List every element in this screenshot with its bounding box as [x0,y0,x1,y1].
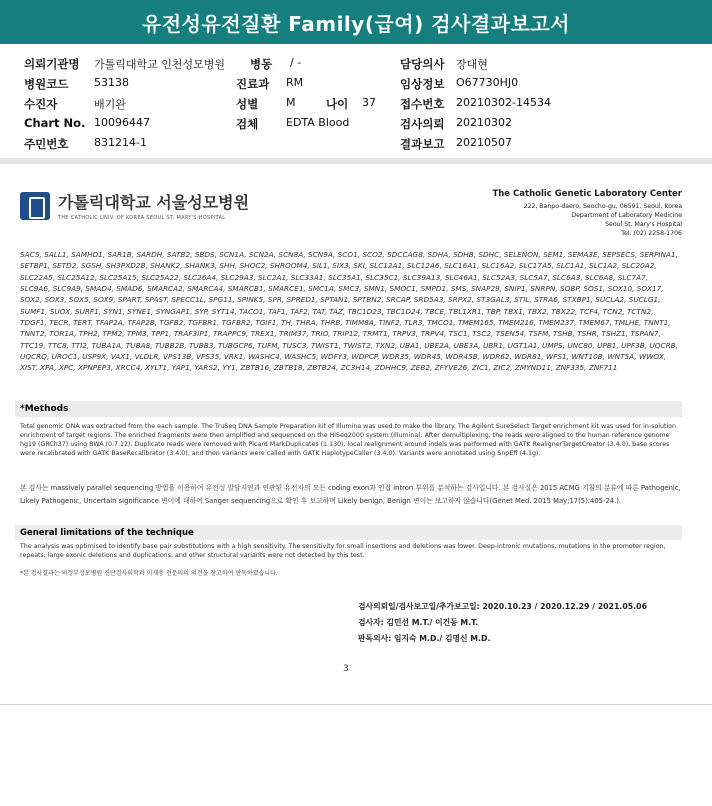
methods-text: Total genomic DNA was extracted from the each sample. The TruSeq DNA Sample Preparation kit of Illumina was used to make the library. The Agilent SureSelect Target enrichment kit was used for in-solution enrichment of target regions. The enriched fragments were then amplified and sequenced on the HiSeq2000 system (Illumina). After demultiplexing, the reads were aligned to the human reference genome hg19 (GRCh37) using BWA (0.7.12). Duplicate reads were removed with Picard MarkDuplicates (1.130), local realignment around indels was performed with GATK RealignerTargetCreator (3.4.0), base scores were recalibrated with GATK BaseRecalibrator (3.4.0), and then variants were called with GATK HaplotypeCaller (3.4.0). Variants were annotated using SnpEff (4.1g). [20,423,677,457]
doctor-value: 장대현 [456,58,488,71]
report-page [0,164,712,704]
lab-address-block [492,190,682,238]
ward-label: 병동 [250,57,273,71]
specimen-label: 검체 [236,117,259,131]
receipt-label: 접수번호 [400,97,445,111]
hospital-logo [20,190,249,221]
report-date-value: 20210507 [456,136,512,149]
sex-value: M [286,96,296,109]
methods-title: *Methods [20,404,69,414]
report-title: 유전성유전질환 Family(급여) 검사결과보고서 [0,0,712,44]
request-value: 20210302 [456,116,512,129]
receipt-value: 20210302-14534 [456,96,551,109]
hospital-logo-name: 가톨릭대학교 서울성모병원 [58,193,250,212]
institution-label: 의뢰기관명 [24,57,80,71]
dept-value: RM [286,76,304,89]
specimen-value: EDTA Blood [286,116,350,129]
signature-reader: 판독의사: 임지숙 M.D./ 김명신 M.D. [358,634,491,643]
patient-label: 수진자 [24,97,58,111]
lab-department: Department of Laboratory Medicine [571,212,682,219]
hospital-logo-icon [20,192,50,220]
bottom-divider [0,704,712,705]
hospital-code-value: 53138 [94,76,129,89]
limitations-text: The analysis was optimised to identify base pair substitutions with a high sensitivity. The sensitivity for small insertions and deletions was lower. Deep-intronic mutations, mutations in the promoter region, repeats, large exonic deletions and duplications, and other structural variants were not detected by this test. [20,543,666,559]
report-date-label: 결과보고 [400,137,445,151]
note-text: *본 검사결과는 의정부성모병원 진단검사의학과 이제충 전문의의 의견을 참고하여 판독하였습니다. [20,570,278,577]
hospital-logo-subtitle: THE CATHOLIC UNIV. OF KOREA SEOUL ST. MARY'S HOSPITAL [58,215,226,221]
signature-dates: 검사의뢰일/검사보고일/추가보고일: 2020.10.23 / 2020.12.29 / 2021.05.06 [358,602,648,611]
korean-method-text: 본 검사는 massively parallel sequencing 방법을 이용하여 유전성 발달지연과 연관된 유전자의 모든 coding exon과 인접 intron 부위를 분석하는 검사입니다. 본 검사실은 2015 ACMG 지침의 분류에 따른 Pathogenic, Likely Pathogenic, Uncertain significance 변이에 대하여 Sanger sequencing으로 확인 후 보고하며 Likely benign, Benign 변이는 보고하지 않습니다(Genet Med. 2015 May;17(5):405-24.). [20,484,681,505]
signature-tester: 검사자: 김민선 M.T./ 이건동 M.T. [358,618,479,627]
chart-label: Chart No. [24,116,86,130]
doctor-label: 담당의사 [400,57,445,71]
clinical-label: 임상정보 [400,77,445,91]
patient-value: 배기완 [94,98,126,111]
clinical-value: O67730HJ0 [456,76,519,89]
request-label: 검사의뢰 [400,117,445,131]
lab-phone: Tel: (02) 2258-1706 [621,230,682,237]
limitations-title: General limitations of the technique [20,528,194,538]
ward-value: / - [290,56,302,69]
age-value: 37 [362,96,376,109]
lab-address-line: 222, Banpo-daero, Seocho-gu, 06591, Seoul, Korea [523,203,682,210]
methods-header-bar [15,401,682,417]
dept-label: 진료과 [236,77,270,91]
sex-label: 성별 [236,97,259,111]
chart-value: 10096447 [94,116,150,129]
id-value: 831214-1 [94,136,147,149]
institution-value: 가톨릭대학교 인천성모병원 [94,58,226,71]
hospital-code-label: 병원코드 [24,77,69,91]
age-label: 나이 [326,97,349,111]
gene-list: SACS, SALL1, SAMHD1, SAR1B, SARDH, SATB2, SBDS, SCN1A, SCN2A, SCN8A, SCN9A, SCO1, SCO2, SDCCAG8, SDHA, SDHB, SDHC, SELENON, SEM1, SEMA3E, SEPSECS, SERPINA1, SETBP1, SETD2, SGSH, SH3PXD2B, SHANK2, SHANK3, SHH, SHOC2, SHROOM4, SIL1, SIX3, SKI, SLC12A1, SLC12A6, SLC16A1, SLC16A2, SLC17A5, SLC1A1, SLC1A2, SLC20A2, SLC22A5, SLC25A12, SLC25A15, SLC25A22, SLC26A4, SLC29A3, SLC2A1, SLC33A1, SLC35A1, SLC35C1, SLC39A13, SLC46A1, SLC52A3, SLC5A7, SLC6A3, SLC6A8, SLC7A7, SLC9A6, SLC9A9, SMAD4, SMAD6, SMARCA2, SMARCA4, SMARCB1, SMARCE1, SMC1A, SMC3, SMN1, SMOC1, SMPD1, SMS, SNAP29, SNIP1, SNRPN, SOBP, SOS1, SOX10, SOX17, SOX2, SOX3, SOX5, SOX9, SPART, SPAST, SPECC1L, SPG11, SPINK5, SPR, SPRED1, SPTAN1, SPTBN2, SRCAP, SRD5A3, SRPX2, ST3GAL3, STIL, STRA6, STXBP1, SUCLA2, SUCLG1, SUMF1, SUOX, SURF1, SYN1, SYNE1, SYNGAP1, SYP, SYT14, TACO1, TAF1, TAF2, TAT, TAZ, TBC1D23, TBC1D24, TBCE, TBL1XR1, TBP, TBX1, TBX2, TBX22, TCF4, TCN2, TCTN2, TDGF1, TECR, TERT, TFAP2A, TFAP2B, TGFB2, TGFBR1, TGFBR2, TGIF1, TH, THRA, THRB, TIMM8A, TINF2, TLR3, TMCO1, TMEM165, TMEM216, TMEM237, TMEM67, TMLHE, TNNT1, TNNT2, TOR1A, TPH2, TPM2, TPM3, TPP1, TRAF3IP1, TRAPPC9, TREX1, TRIM37, TRIO, TRIP12, TRMT1, TRPV3, TRPV4, TSC1, TSC2, TSEN54, TSFM, TSHB, TSHR, TSHZ1, TSPAN7, TTC19, TTC8, TTI2, TUBA1A, TUBA8, TUBB2B, TUBB3, TUBGCP6, TUFM, TUSC3, TWIST1, TWIST2, TXN2, UBA1, UBE2A, UBE3A, UBR1, UGT1A1, UMPS, UNC80, UPB1, UPF3B, UQCRB, UQCRQ, UROC1, USP9X, VAX1, VLDLR, VPS13B, VPS35, VRK1, WASHC4, WASHC5, WDFY3, WDPCP, WDR35, WDR45, WDR45B, WDR62, WDR81, WFS1, WNT10B, WNT5A, WWOX, XIST, XPA, XPC, XPNPEP3, XRCC4, XYLT1, YAP1, YARS2, YY1, ZBTB16, ZBTB18, ZBTB24, ZC3H14, ZDHHC9, ZEB2, ZFYVE26, ZIC1, ZIC2, ZMYND11, ZNF335, ZNF711 [20,250,678,373]
lab-hospital: Seoul St. Mary's Hospital [605,221,682,228]
lab-name: The Catholic Genetic Laboratory Center [492,189,682,199]
id-label: 주민번호 [24,137,69,151]
page-number: 3 [343,664,349,674]
patient-info-section [0,54,712,154]
